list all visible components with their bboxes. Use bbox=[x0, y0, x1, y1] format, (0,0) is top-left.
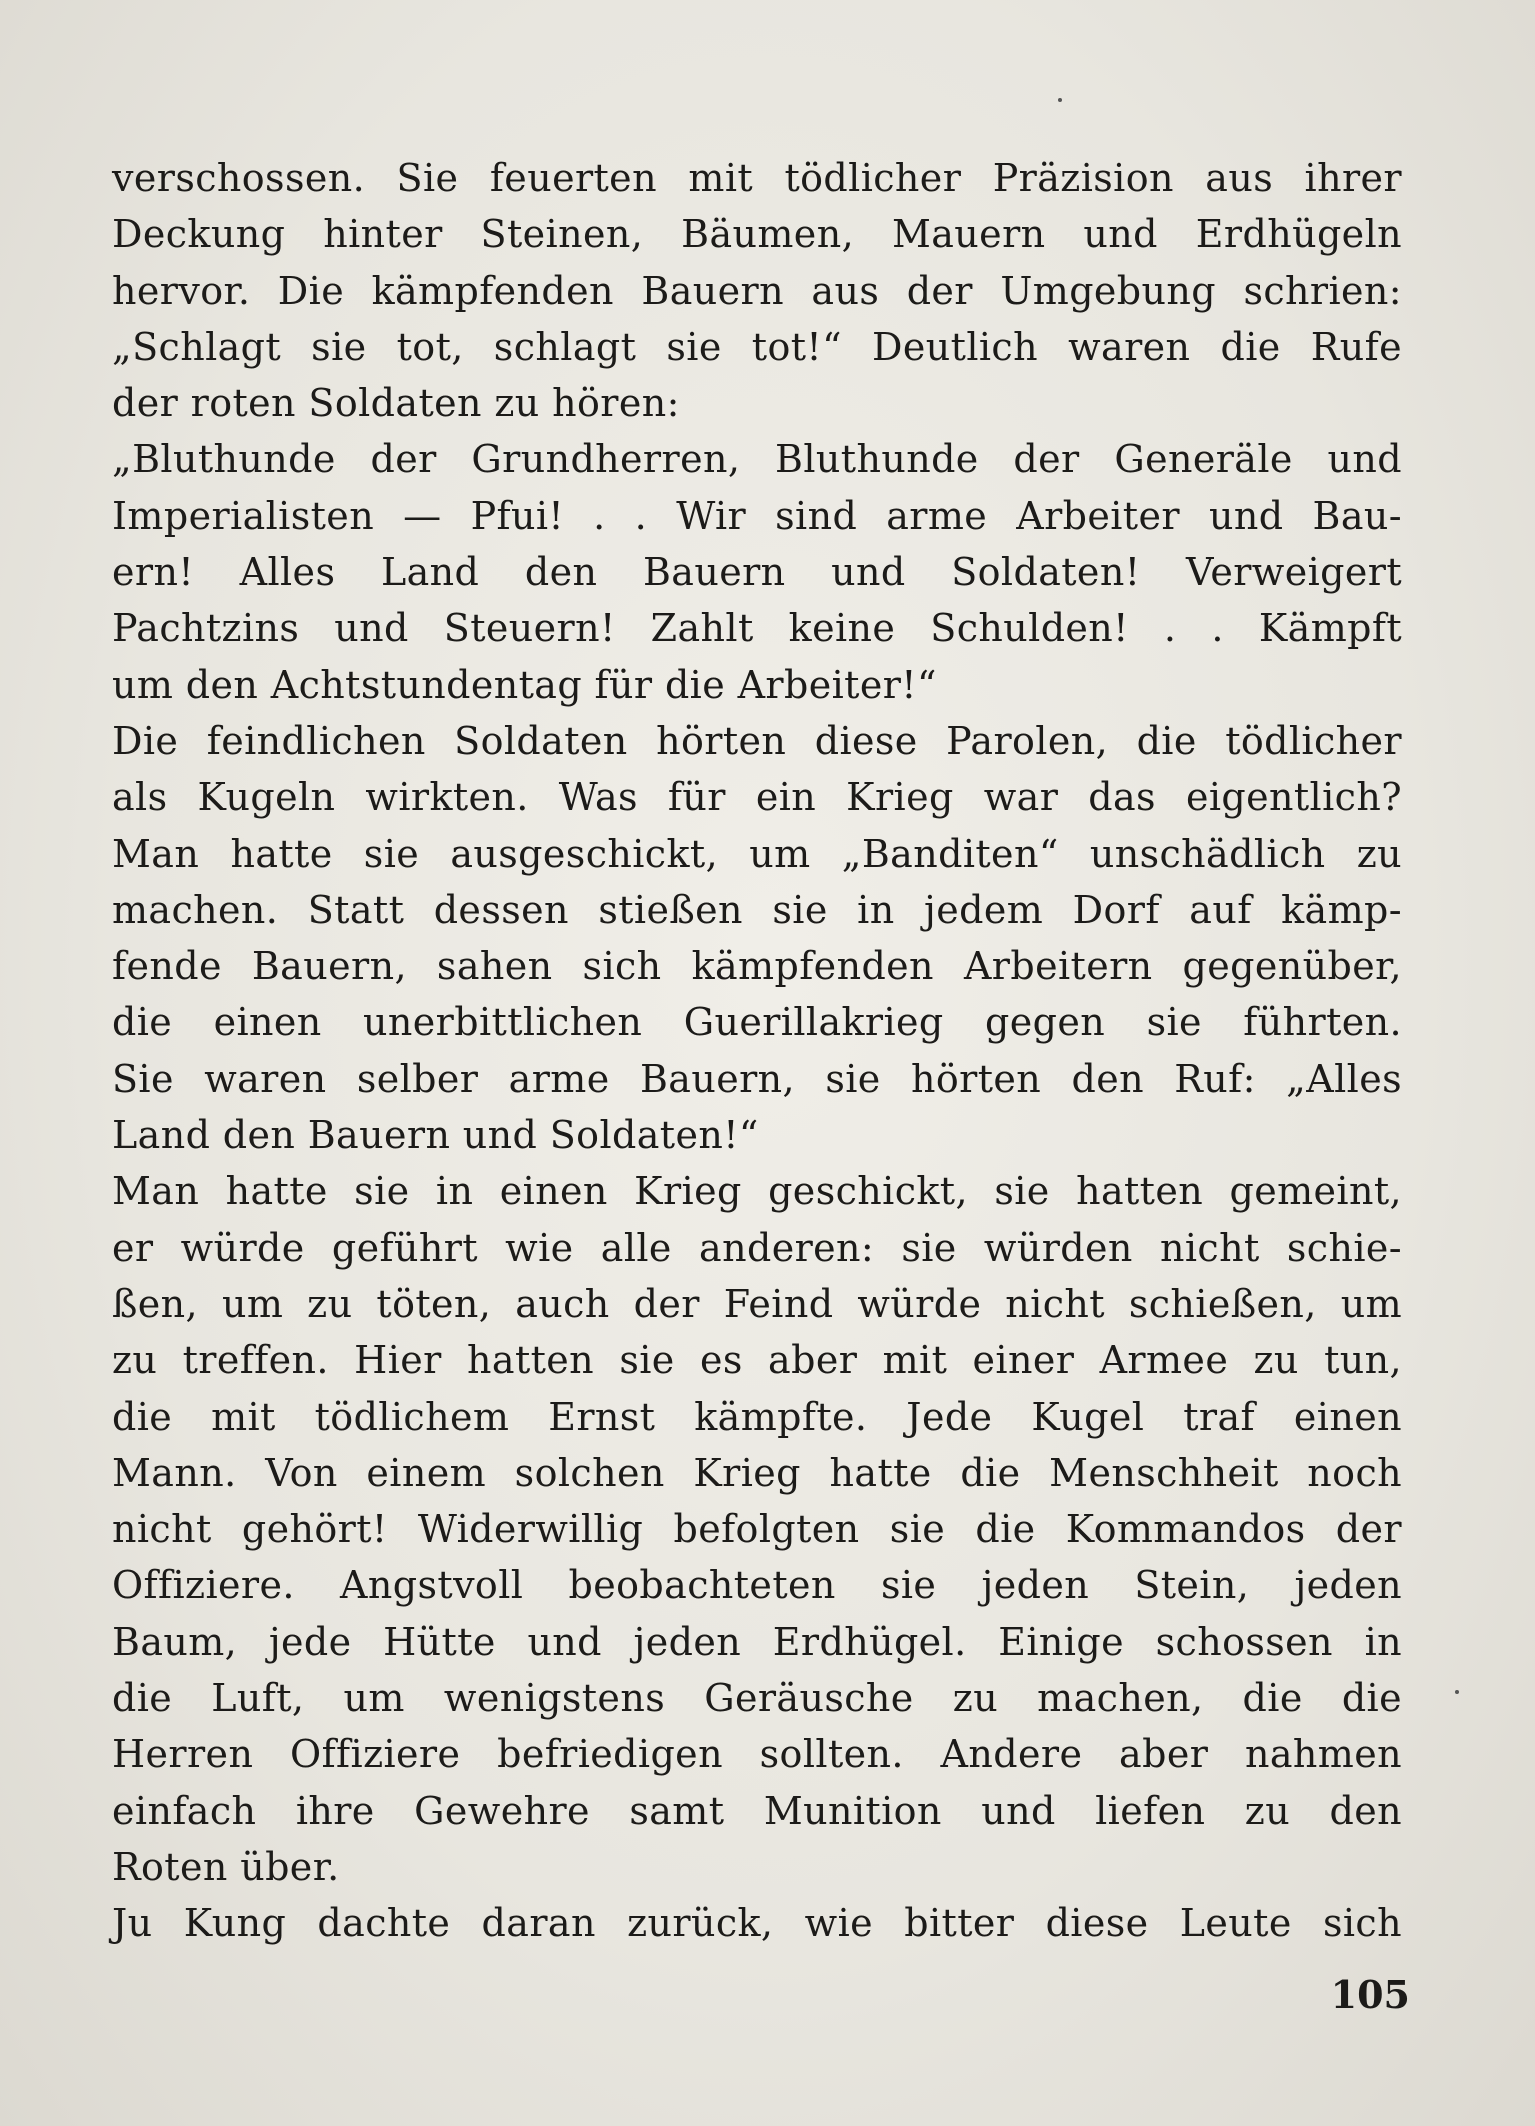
text-line: ern! Alles Land den Bauern und Soldaten! Verweigert bbox=[112, 550, 1402, 595]
text-line: Mann. Von einem solchen Krieg hatte die Menschheit noch bbox=[112, 1450, 1402, 1495]
text-line: „Bluthunde der Grundherren, Bluthunde der Generäle und bbox=[112, 437, 1402, 482]
body-text bbox=[112, 150, 1402, 1952]
text-line: Offiziere. Angstvoll beobachteten sie jeden Stein, jeden bbox=[112, 1563, 1402, 1608]
text-line: Ju Kung dachte daran zurück, wie bitter diese Leute sich bbox=[112, 1901, 1402, 1946]
text-line: machen. Statt dessen stießen sie in jedem Dorf auf kämp- bbox=[112, 887, 1402, 932]
text-line: um den Achtstundentag für die Arbeiter!“ bbox=[112, 662, 937, 707]
dust-speck bbox=[1058, 98, 1062, 102]
text-line: Die feindlichen Soldaten hörten diese Parolen, die tödlicher bbox=[112, 718, 1402, 763]
text-line: die mit tödlichem Ernst kämpfte. Jede Kugel traf einen bbox=[112, 1394, 1402, 1439]
text-line: die einen unerbittlichen Guerillakrieg gegen sie führten. bbox=[112, 1000, 1402, 1045]
text-line: als Kugeln wirkten. Was für ein Krieg war das eigentlich? bbox=[112, 775, 1402, 820]
text-line: fende Bauern, sahen sich kämpfenden Arbeitern gegenüber, bbox=[112, 944, 1402, 989]
text-line: Imperialisten — Pfui! . . Wir sind arme Arbeiter und Bau- bbox=[112, 493, 1402, 538]
text-line: einfach ihre Gewehre samt Munition und liefen zu den bbox=[112, 1788, 1402, 1833]
text-line: Pachtzins und Steuern! Zahlt keine Schulden! . . Kämpft bbox=[112, 606, 1402, 651]
text-line: Man hatte sie ausgeschickt, um „Banditen“ unschädlich zu bbox=[112, 831, 1402, 876]
text-line: Sie waren selber arme Bauern, sie hörten den Ruf: „Alles bbox=[112, 1056, 1402, 1101]
text-line: Baum, jede Hütte und jeden Erdhügel. Einige schossen in bbox=[112, 1619, 1402, 1664]
text-line: der roten Soldaten zu hören: bbox=[112, 381, 680, 426]
text-line: hervor. Die kämpfenden Bauern aus der Umgebung schrien: bbox=[112, 268, 1402, 313]
text-line: die Luft, um wenigstens Geräusche zu machen, die die bbox=[112, 1676, 1402, 1721]
text-line: Herren Offiziere befriedigen sollten. Andere aber nahmen bbox=[112, 1732, 1402, 1777]
text-line: er würde geführt wie alle anderen: sie würden nicht schie- bbox=[112, 1225, 1402, 1270]
text-line: „Schlagt sie tot, schlagt sie tot!“ Deutlich waren die Rufe bbox=[112, 324, 1402, 369]
text-line: Man hatte sie in einen Krieg geschickt, sie hatten gemeint, bbox=[112, 1169, 1402, 1214]
text-line: ßen, um zu töten, auch der Feind würde nicht schießen, um bbox=[112, 1281, 1402, 1326]
text-line: Roten über. bbox=[112, 1844, 340, 1889]
text-line: Land den Bauern und Soldaten!“ bbox=[112, 1113, 759, 1158]
page-number: 105 bbox=[1330, 1972, 1410, 2017]
text-line: zu treffen. Hier hatten sie es aber mit einer Armee zu tun, bbox=[112, 1338, 1402, 1383]
text-line: Deckung hinter Steinen, Bäumen, Mauern und Erdhügeln bbox=[112, 212, 1402, 257]
text-line: nicht gehört! Widerwillig befolgten sie die Kommandos der bbox=[112, 1507, 1402, 1552]
dust-speck bbox=[1455, 1690, 1459, 1694]
text-line: verschossen. Sie feuerten mit tödlicher Präzision aus ihrer bbox=[112, 156, 1402, 200]
